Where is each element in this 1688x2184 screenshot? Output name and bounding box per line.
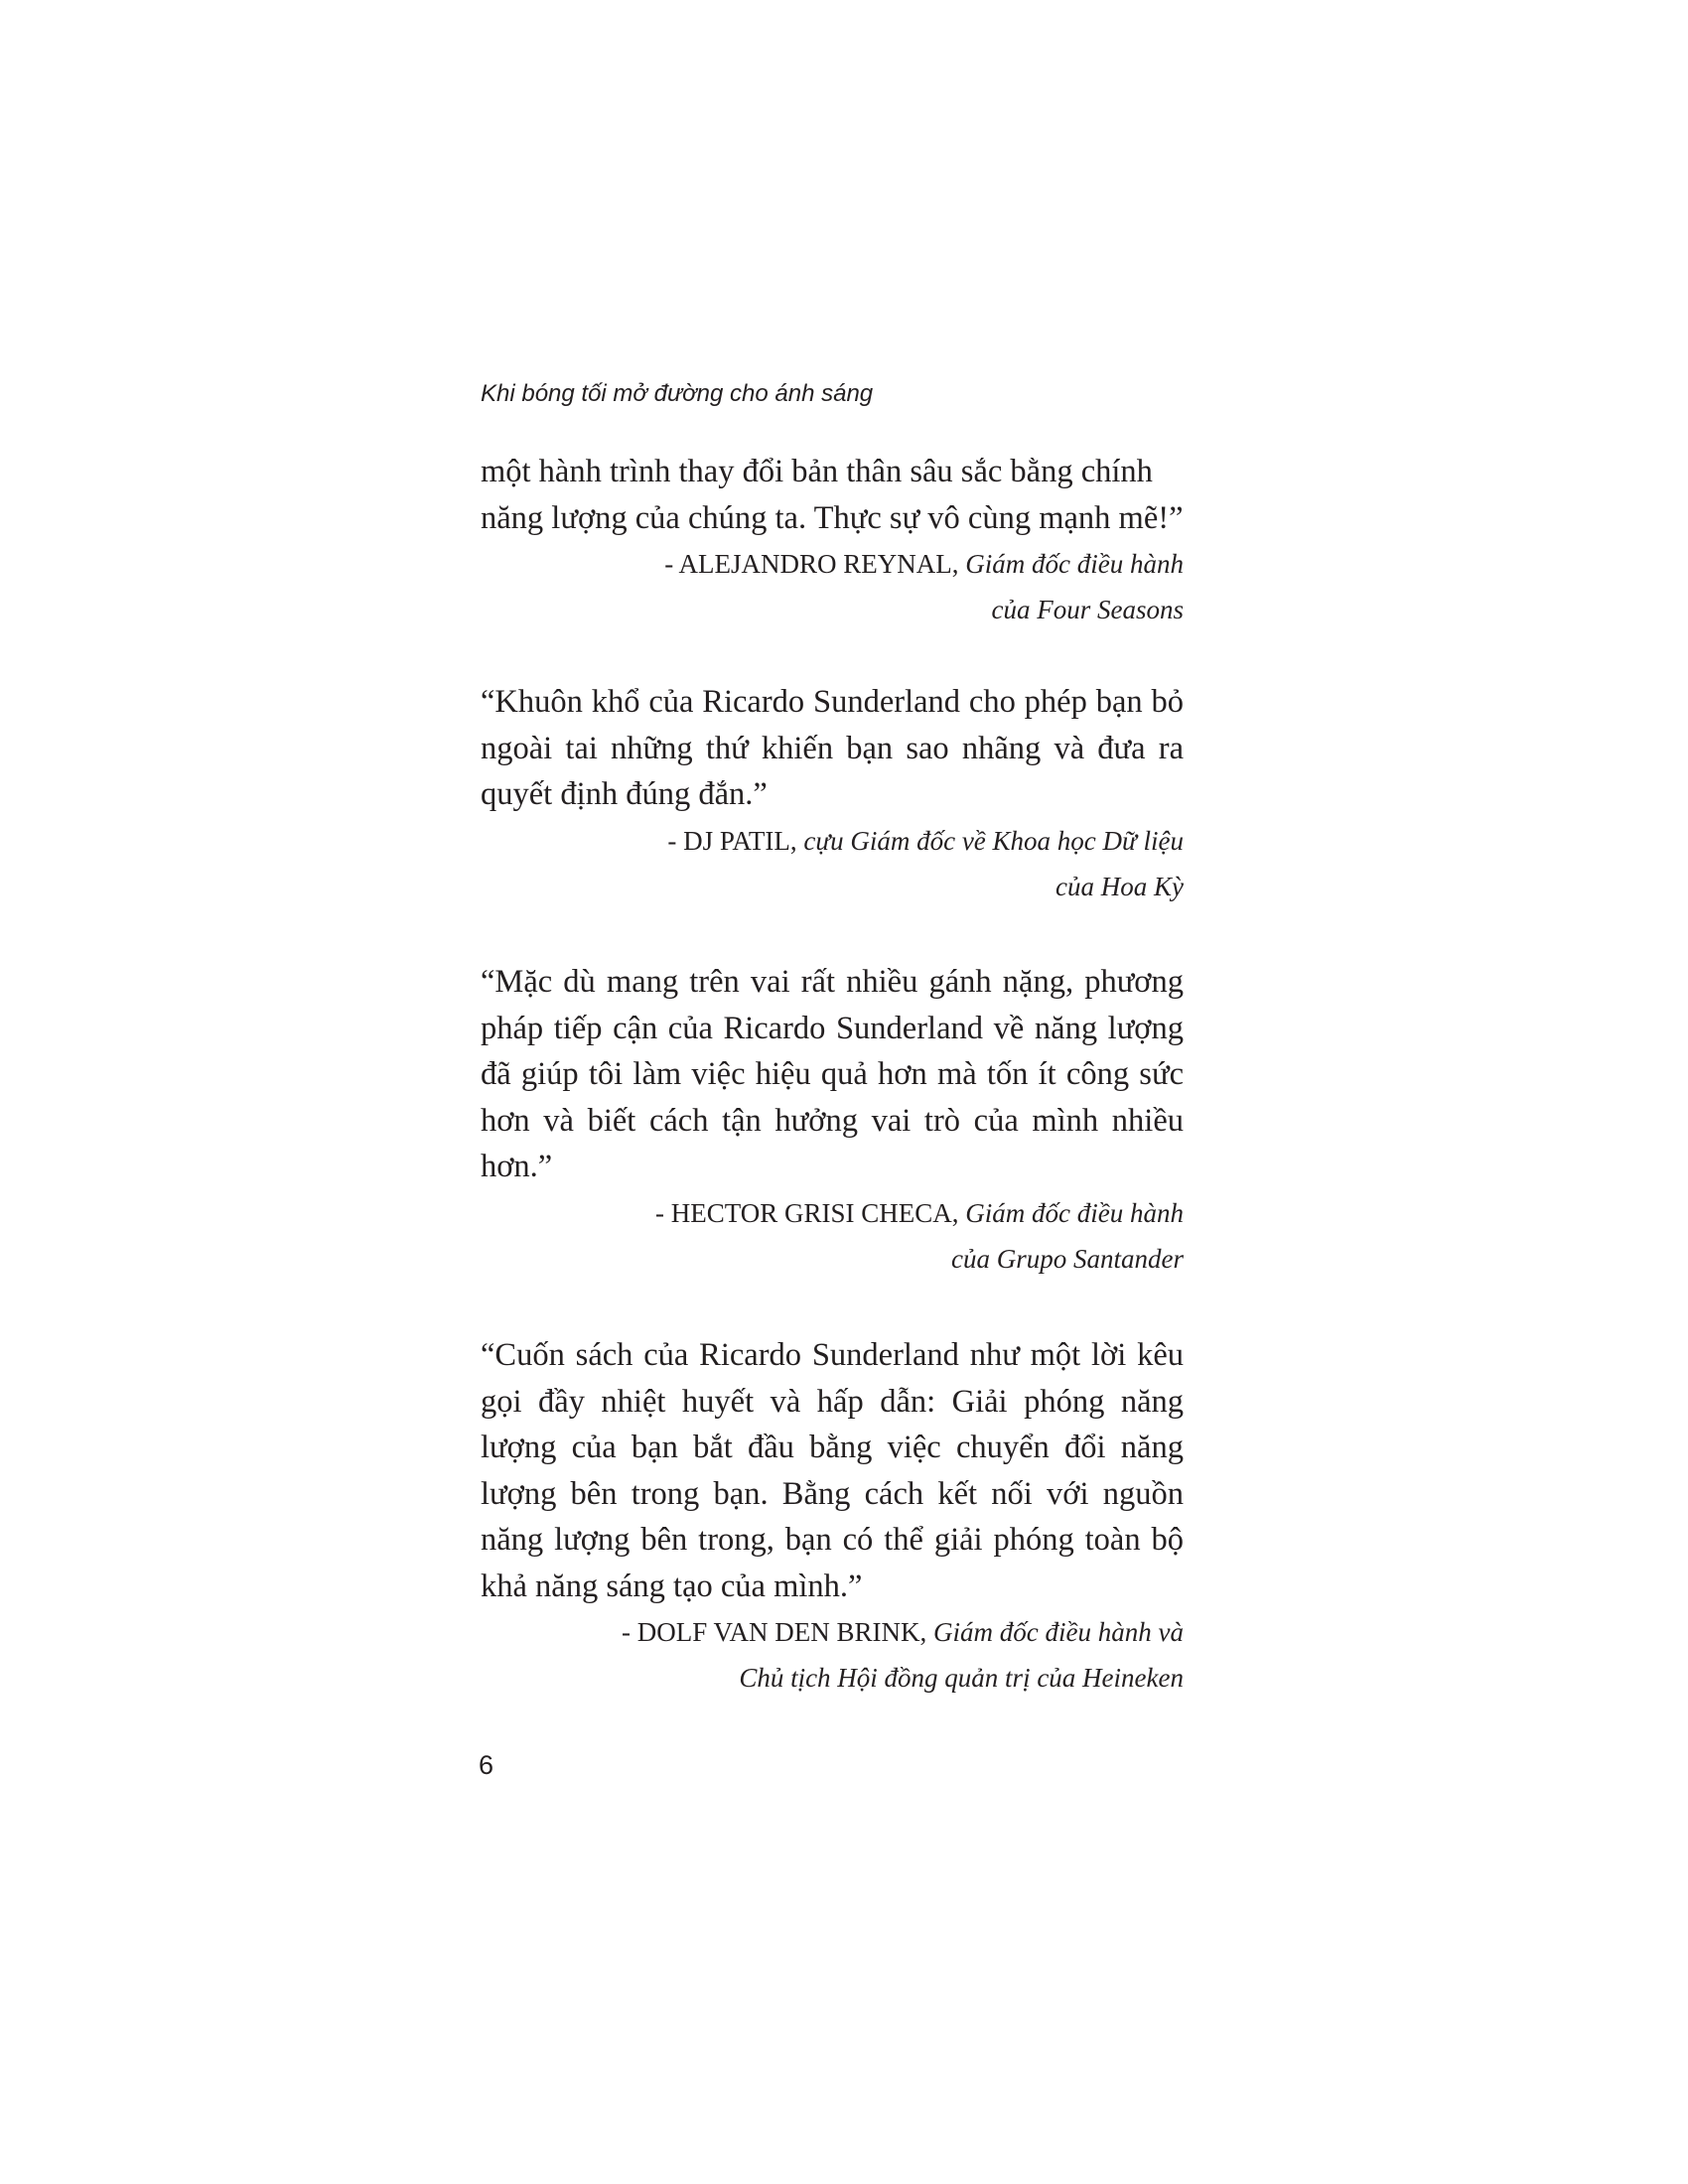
attribution-role: Giám đốc điều hành và	[933, 1617, 1184, 1647]
attribution-line	[481, 541, 1184, 587]
attribution-role: cựu Giám đốc về Khoa học Dữ liệu	[803, 825, 1184, 856]
quote-block	[481, 449, 1184, 632]
quote-block	[481, 679, 1184, 909]
quote-block	[481, 959, 1184, 1282]
attribution-name: - ALEJANDRO REYNAL,	[664, 549, 966, 579]
quote-text: “Cuốn sách của Ricardo Sunderland như một lời kêu gọi đầy nhiệt huyết và hấp dẫn: Giải phóng năng lượng của bạn bắt đầu bằng việc chuyển đổi năng lượng bên trong bạn. Bằng cách kết nối với nguồn năng lượng bên trong, bạn có thể giải phóng toàn bộ khả năng sáng tạo của mình.”	[481, 1337, 1184, 1604]
attribution-role: Giám đốc điều hành	[965, 1197, 1184, 1228]
attribution-name: - HECTOR GRISI CHECA,	[655, 1197, 966, 1228]
quote-attribution	[481, 1609, 1184, 1701]
quote-attribution	[481, 818, 1184, 909]
quote-text: “Khuôn khổ của Ricardo Sunderland cho phép bạn bỏ ngoài tai những thứ khiến bạn sao nhãng và đưa ra quyết định đúng đắn.”	[481, 684, 1184, 812]
attribution-role-continued: Chủ tịch Hội đồng quản trị của Heineken	[739, 1663, 1184, 1693]
quote-text: “Mặc dù mang trên vai rất nhiều gánh nặng, phương pháp tiếp cận của Ricardo Sunderland về năng lượng đã giúp tôi làm việc hiệu quả hơn mà tốn ít công sức hơn và biết cách tận hưởng vai trò của mình nhiều hơn.”	[481, 964, 1184, 1184]
attribution-role: Giám đốc điều hành	[965, 549, 1184, 579]
attribution-line	[481, 818, 1184, 864]
attribution-role-continued: của Four Seasons	[991, 595, 1184, 624]
quote-attribution	[481, 1190, 1184, 1282]
page-number: 6	[479, 1750, 494, 1780]
running-header: Khi bóng tối mở đường cho ánh sáng	[481, 380, 874, 407]
quote-text: một hành trình thay đổi bản thân sâu sắc bằng chính năng lượng của chúng ta. Thực sự vô cùng mạnh mẽ!”	[481, 454, 1184, 536]
attribution-role-continued: của Hoa Kỳ	[1055, 871, 1184, 901]
quote-attribution	[481, 541, 1184, 632]
attribution-name: - DJ PATIL,	[667, 825, 804, 856]
quote-block	[481, 1332, 1184, 1701]
attribution-line	[481, 1609, 1184, 1655]
attribution-role-continued: của Grupo Santander	[951, 1243, 1184, 1274]
attribution-name: - DOLF VAN DEN BRINK,	[622, 1617, 934, 1647]
attribution-line	[481, 1190, 1184, 1236]
